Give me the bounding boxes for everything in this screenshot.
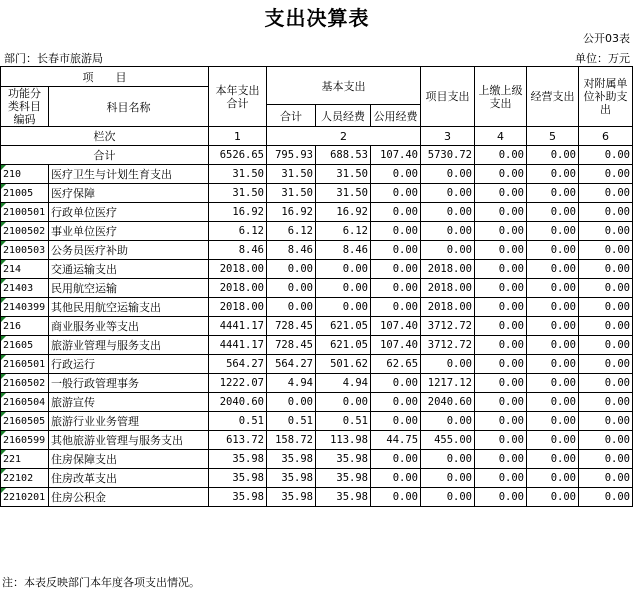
column-index: 3	[421, 127, 475, 146]
cell-value: 0.00	[371, 374, 421, 393]
cell-value: 0.00	[475, 298, 527, 317]
subject-code: 21605	[1, 336, 49, 355]
cell-value: 455.00	[421, 431, 475, 450]
cell-value: 0.00	[579, 298, 633, 317]
cell-value: 0.00	[579, 393, 633, 412]
cell-value: 613.72	[209, 431, 267, 450]
header-basic-total: 合计	[267, 105, 316, 127]
column-index-row	[1, 127, 633, 146]
column-index: 4	[475, 127, 527, 146]
cell-value: 35.98	[316, 450, 371, 469]
cell-value: 31.50	[209, 184, 267, 203]
cell-value: 0.00	[579, 241, 633, 260]
cell-value: 8.46	[267, 241, 316, 260]
subject-code: 21005	[1, 184, 49, 203]
cell-value: 0.00	[579, 165, 633, 184]
subject-name: 旅游业管理与服务支出	[49, 336, 209, 355]
subject-code: 216	[1, 317, 49, 336]
header-item-group: 项 目	[1, 67, 209, 87]
table-row	[1, 260, 633, 279]
header-upper: 上缴上级支出	[475, 67, 527, 127]
cell-value: 0.00	[316, 393, 371, 412]
cell-value: 0.00	[421, 222, 475, 241]
cell-value: 0.00	[475, 374, 527, 393]
cell-value: 0.00	[579, 355, 633, 374]
cell-value: 0.00	[527, 336, 579, 355]
subject-code: 2210201	[1, 488, 49, 507]
cell-value: 0.00	[579, 279, 633, 298]
cell-value: 5730.72	[421, 146, 475, 165]
cell-value: 0.00	[475, 165, 527, 184]
cell-value: 0.00	[371, 222, 421, 241]
subject-name: 行政运行	[49, 355, 209, 374]
cell-value: 0.00	[527, 393, 579, 412]
column-index: 1	[209, 127, 267, 146]
cell-value: 0.00	[316, 279, 371, 298]
cell-value: 35.98	[267, 488, 316, 507]
header-business: 经营支出	[527, 67, 579, 127]
department-label: 部门：	[4, 52, 37, 65]
cell-value: 16.92	[316, 203, 371, 222]
cell-value: 0.00	[371, 469, 421, 488]
cell-value: 0.00	[421, 203, 475, 222]
cell-value: 6526.65	[209, 146, 267, 165]
cell-value: 16.92	[209, 203, 267, 222]
header-personnel: 人员经费	[316, 105, 371, 127]
cell-value: 16.92	[267, 203, 316, 222]
cell-value: 0.51	[316, 412, 371, 431]
cell-value: 113.98	[316, 431, 371, 450]
cell-value: 564.27	[267, 355, 316, 374]
subject-name: 住房改革支出	[49, 469, 209, 488]
table-row	[1, 317, 633, 336]
subject-code: 21403	[1, 279, 49, 298]
cell-value: 35.98	[267, 450, 316, 469]
cell-value: 35.98	[209, 469, 267, 488]
cell-value: 0.00	[475, 412, 527, 431]
cell-value: 0.00	[579, 336, 633, 355]
cell-value: 1217.12	[421, 374, 475, 393]
table-row	[1, 431, 633, 450]
table-row	[1, 393, 633, 412]
column-index-label: 栏次	[1, 127, 209, 146]
cell-value: 35.98	[316, 488, 371, 507]
cell-value: 0.00	[475, 431, 527, 450]
cell-value: 0.00	[527, 431, 579, 450]
cell-value: 3712.72	[421, 317, 475, 336]
subject-code: 2160504	[1, 393, 49, 412]
subject-name: 医疗保障	[49, 184, 209, 203]
department-name: 长春市旅游局	[37, 52, 103, 65]
report-title: 支出决算表	[264, 6, 370, 30]
cell-value: 0.00	[475, 317, 527, 336]
column-index: 6	[579, 127, 633, 146]
subject-code: 2160502	[1, 374, 49, 393]
cell-value: 0.00	[371, 393, 421, 412]
cell-value: 0.00	[579, 431, 633, 450]
cell-value: 6.12	[316, 222, 371, 241]
cell-value: 6.12	[267, 222, 316, 241]
cell-value: 44.75	[371, 431, 421, 450]
cell-value: 4.94	[316, 374, 371, 393]
cell-value: 0.00	[475, 222, 527, 241]
cell-value: 0.00	[421, 412, 475, 431]
table-row	[1, 469, 633, 488]
cell-value: 35.98	[267, 469, 316, 488]
cell-value: 0.00	[371, 279, 421, 298]
cell-value: 0.00	[527, 203, 579, 222]
table-row	[1, 488, 633, 507]
cell-value: 8.46	[316, 241, 371, 260]
cell-value: 0.00	[579, 222, 633, 241]
cell-value: 0.00	[527, 355, 579, 374]
cell-value: 0.00	[371, 412, 421, 431]
cell-value: 0.00	[579, 374, 633, 393]
cell-value: 4.94	[267, 374, 316, 393]
cell-value: 0.00	[527, 222, 579, 241]
subject-code: 2160505	[1, 412, 49, 431]
cell-value: 0.00	[316, 260, 371, 279]
subject-name: 公务员医疗补助	[49, 241, 209, 260]
cell-value: 0.00	[579, 146, 633, 165]
cell-value: 0.00	[579, 450, 633, 469]
cell-value: 2040.60	[421, 393, 475, 412]
cell-value: 0.00	[475, 450, 527, 469]
subject-code: 210	[1, 165, 49, 184]
subject-code: 2100502	[1, 222, 49, 241]
cell-value: 0.00	[527, 241, 579, 260]
cell-value: 31.50	[267, 184, 316, 203]
cell-value: 2018.00	[421, 279, 475, 298]
cell-value: 2018.00	[421, 260, 475, 279]
subject-code: 2100503	[1, 241, 49, 260]
table-row	[1, 222, 633, 241]
header-name: 科目名称	[49, 87, 209, 127]
table-row	[1, 412, 633, 431]
cell-value: 158.72	[267, 431, 316, 450]
subject-name: 其他旅游业管理与服务支出	[49, 431, 209, 450]
cell-value: 0.00	[267, 298, 316, 317]
cell-value: 0.00	[475, 146, 527, 165]
header-subsidy: 对附属单位补助支出	[579, 67, 633, 127]
cell-value: 0.00	[371, 298, 421, 317]
cell-value: 0.00	[371, 241, 421, 260]
cell-value: 501.62	[316, 355, 371, 374]
cell-value: 0.00	[579, 184, 633, 203]
cell-value: 31.50	[316, 184, 371, 203]
subject-name: 民用航空运输	[49, 279, 209, 298]
cell-value: 0.00	[579, 412, 633, 431]
cell-value: 0.00	[421, 165, 475, 184]
subject-code: 22102	[1, 469, 49, 488]
subject-code: 221	[1, 450, 49, 469]
subject-code: 2160501	[1, 355, 49, 374]
table-row	[1, 241, 633, 260]
cell-value: 35.98	[209, 488, 267, 507]
cell-value: 0.00	[421, 184, 475, 203]
subject-code: 2140399	[1, 298, 49, 317]
cell-value: 107.40	[371, 146, 421, 165]
subject-name: 旅游宣传	[49, 393, 209, 412]
cell-value: 0.00	[421, 355, 475, 374]
cell-value: 31.50	[267, 165, 316, 184]
cell-value: 31.50	[316, 165, 371, 184]
subject-name: 住房保障支出	[49, 450, 209, 469]
header-project: 项目支出	[421, 67, 475, 127]
cell-value: 0.00	[527, 450, 579, 469]
cell-value: 35.98	[209, 450, 267, 469]
cell-value: 35.98	[316, 469, 371, 488]
cell-value: 0.00	[527, 298, 579, 317]
cell-value: 0.00	[475, 279, 527, 298]
cell-value: 1222.07	[209, 374, 267, 393]
table-row	[1, 450, 633, 469]
header-public: 公用经费	[371, 105, 421, 127]
table-row	[1, 374, 633, 393]
footnote: 注：本表反映部门本年度各项支出情况。	[2, 576, 200, 589]
table-row	[1, 355, 633, 374]
cell-value: 0.00	[527, 469, 579, 488]
cell-value: 107.40	[371, 336, 421, 355]
subject-name: 交通运输支出	[49, 260, 209, 279]
cell-value: 2018.00	[421, 298, 475, 317]
cell-value: 0.00	[371, 165, 421, 184]
column-index: 2	[267, 127, 421, 146]
subject-code: 2100501	[1, 203, 49, 222]
cell-value: 0.00	[527, 184, 579, 203]
cell-value: 0.00	[475, 355, 527, 374]
table-row	[1, 279, 633, 298]
cell-value: 0.00	[475, 260, 527, 279]
cell-value: 0.00	[371, 450, 421, 469]
cell-value: 0.00	[371, 203, 421, 222]
cell-value: 688.53	[316, 146, 371, 165]
cell-value: 8.46	[209, 241, 267, 260]
cell-value: 0.00	[527, 165, 579, 184]
subject-name: 旅游行业业务管理	[49, 412, 209, 431]
expenditure-table	[0, 66, 633, 507]
cell-value: 107.40	[371, 317, 421, 336]
subject-name: 行政单位医疗	[49, 203, 209, 222]
cell-value: 0.00	[371, 260, 421, 279]
department	[4, 50, 103, 66]
cell-value: 621.05	[316, 317, 371, 336]
cell-value: 0.00	[371, 488, 421, 507]
cell-value: 0.00	[527, 260, 579, 279]
table-row	[1, 298, 633, 317]
unit-label: 单位：万元	[575, 52, 630, 65]
cell-value: 0.00	[267, 279, 316, 298]
total-row	[1, 146, 633, 165]
cell-value: 6.12	[209, 222, 267, 241]
cell-value: 0.00	[579, 469, 633, 488]
subject-name: 商业服务业等支出	[49, 317, 209, 336]
cell-value: 2018.00	[209, 260, 267, 279]
total-label: 合计	[1, 146, 209, 165]
subject-code: 214	[1, 260, 49, 279]
cell-value: 0.00	[475, 336, 527, 355]
cell-value: 0.00	[421, 450, 475, 469]
cell-value: 0.00	[421, 241, 475, 260]
subject-name: 医疗卫生与计划生育支出	[49, 165, 209, 184]
cell-value: 0.00	[421, 469, 475, 488]
cell-value: 0.00	[527, 317, 579, 336]
cell-value: 728.45	[267, 317, 316, 336]
cell-value: 0.00	[527, 146, 579, 165]
header-code: 功能分类科目编码	[1, 87, 49, 127]
cell-value: 0.00	[527, 412, 579, 431]
cell-value: 0.00	[579, 260, 633, 279]
cell-value: 0.00	[475, 203, 527, 222]
cell-value: 31.50	[209, 165, 267, 184]
cell-value: 0.00	[579, 488, 633, 507]
cell-value: 728.45	[267, 336, 316, 355]
column-index: 5	[527, 127, 579, 146]
cell-value: 4441.17	[209, 336, 267, 355]
cell-value: 0.00	[527, 488, 579, 507]
subject-name: 事业单位医疗	[49, 222, 209, 241]
cell-value: 0.00	[267, 260, 316, 279]
subject-name: 一般行政管理事务	[49, 374, 209, 393]
subject-name: 住房公积金	[49, 488, 209, 507]
table-row	[1, 203, 633, 222]
cell-value: 621.05	[316, 336, 371, 355]
cell-value: 0.00	[527, 279, 579, 298]
cell-value: 0.00	[475, 393, 527, 412]
cell-value: 2040.60	[209, 393, 267, 412]
cell-value: 3712.72	[421, 336, 475, 355]
cell-value: 0.00	[579, 317, 633, 336]
cell-value: 0.00	[421, 488, 475, 507]
table-row	[1, 336, 633, 355]
table-row	[1, 165, 633, 184]
cell-value: 0.00	[475, 488, 527, 507]
table-row	[1, 184, 633, 203]
header-basic-group: 基本支出	[267, 67, 421, 105]
cell-value: 4441.17	[209, 317, 267, 336]
cell-value: 564.27	[209, 355, 267, 374]
cell-value: 0.00	[316, 298, 371, 317]
cell-value: 0.00	[267, 393, 316, 412]
subject-code: 2160599	[1, 431, 49, 450]
cell-value: 0.51	[267, 412, 316, 431]
cell-value: 0.00	[475, 469, 527, 488]
cell-value: 62.65	[371, 355, 421, 374]
cell-value: 0.51	[209, 412, 267, 431]
cell-value: 0.00	[371, 184, 421, 203]
cell-value: 0.00	[527, 374, 579, 393]
cell-value: 2018.00	[209, 298, 267, 317]
header-total: 本年支出合计	[209, 67, 267, 127]
cell-value: 0.00	[475, 241, 527, 260]
form-number: 公开03表	[583, 32, 630, 45]
cell-value: 0.00	[579, 203, 633, 222]
cell-value: 2018.00	[209, 279, 267, 298]
subject-name: 其他民用航空运输支出	[49, 298, 209, 317]
cell-value: 0.00	[475, 184, 527, 203]
cell-value: 795.93	[267, 146, 316, 165]
